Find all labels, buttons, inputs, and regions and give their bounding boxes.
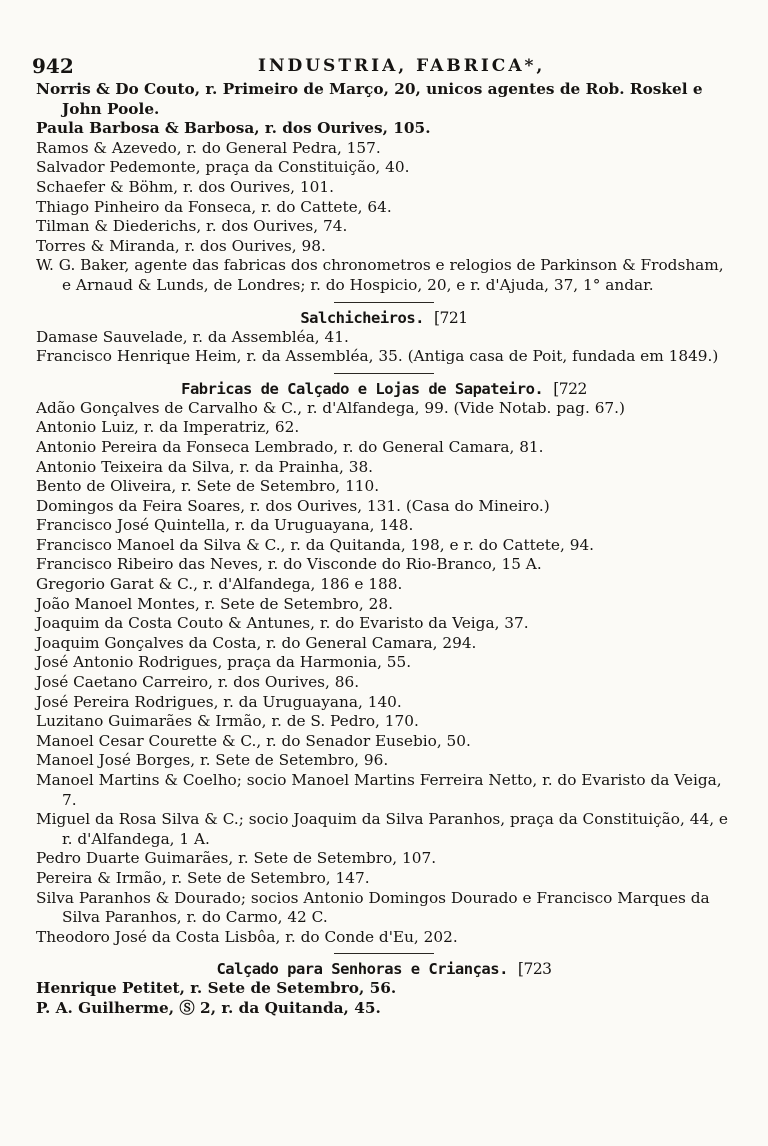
directory-entry: Damase Sauvelade, r. da Assembléa, 41. (36, 327, 349, 346)
directory-entry: Pedro Duarte Guimarães, r. Sete de Setembro, 107. (36, 849, 437, 868)
section-heading (36, 959, 732, 979)
section-rule (334, 953, 434, 954)
directory-entry: Paula Barbosa & Barbosa, r. dos Ourives, 105. (36, 119, 431, 138)
directory-entry: Manoel Cesar Courette & C., r. do Senador Eusebio, 50. (36, 731, 471, 750)
directory-body (36, 80, 732, 1019)
section-rule (334, 373, 434, 374)
section-title: Calçado para Senhoras e Crianças. (216, 960, 508, 979)
directory-entry: José Pereira Rodrigues, r. da Uruguayana, 140. (36, 692, 402, 711)
section-heading (36, 308, 732, 328)
directory-entry: Tilman & Diederichs, r. dos Ourives, 74. (36, 217, 348, 236)
directory-entry: Bento de Oliveira, r. Sete de Setembro, 110. (36, 477, 380, 496)
section-number: [721 (434, 308, 468, 327)
directory-entry: Henrique Petitet, r. Sete de Setembro, 56. (36, 979, 397, 998)
directory-entry: Ramos & Azevedo, r. do General Pedra, 157. (36, 138, 381, 157)
page-header (32, 54, 732, 80)
page-number: 942 (32, 54, 74, 78)
directory-entry: Manoel Martins & Coelho; socio Manoel Martins Ferreira Netto, r. do Evaristo da Veiga, 7. (36, 771, 722, 809)
directory-entry: Theodoro José da Costa Lisbôa, r. do Conde d'Eu, 202. (36, 927, 458, 946)
section-rule (334, 302, 434, 303)
directory-entry: Francisco Manoel da Silva & C., r. da Quitanda, 198, e r. do Cattete, 94. (36, 535, 595, 554)
directory-entry: Adão Gonçalves de Carvalho & C., r. d'Alfandega, 99. (Vide Notab. pag. 67.) (36, 398, 625, 417)
directory-entry: José Caetano Carreiro, r. dos Ourives, 86. (36, 673, 360, 692)
directory-entry: Pereira & Irmão, r. Sete de Setembro, 147. (36, 868, 370, 887)
directory-entry: Silva Paranhos & Dourado; socios Antonio Domingos Dourado e Francisco Marques da Silva Paranhos, r. do Carmo, 42 C. (36, 888, 710, 927)
section-title: Salchicheiros. (300, 308, 424, 327)
directory-entry: Gregorio Garat & C., r. d'Alfandega, 186 e 188. (36, 575, 403, 594)
directory-entry: Schaefer & Böhm, r. dos Ourives, 101. (36, 177, 334, 196)
directory-entry: Francisco Henrique Heim, r. da Assembléa, 35. (Antiga casa de Poit, fundada em 1849.) (36, 347, 719, 366)
directory-entry: José Antonio Rodrigues, praça da Harmonia, 55. (36, 653, 412, 672)
section-number: [723 (517, 960, 552, 979)
directory-entry: Antonio Pereira da Fonseca Lembrado, r. do General Camara, 81. (36, 437, 544, 456)
directory-entry: Joaquim Gonçalves da Costa, r. do General Camara, 294. (36, 633, 477, 652)
directory-entry: P. A. Guilherme, Ⓢ 2, r. da Quitanda, 45. (36, 998, 381, 1017)
directory-entry: Joaquim da Costa Couto & Antunes, r. do Evaristo da Veiga, 37. (36, 614, 529, 633)
directory-entry: W. G. Baker, agente das fabricas dos chronometros e relogios de Parkinson & Frodsham, e Arnaud & Lunds, de Londres; r. do Hospicio, 20, e r. d'Ajuda, 37, 1° andar. (36, 256, 724, 294)
directory-entry: Manoel José Borges, r. Sete de Setembro, 96. (36, 751, 389, 770)
directory-entry: Salvador Pedemonte, praça da Constituição, 40. (36, 158, 410, 177)
running-title: INDUSTRIA, FABRICA*, (258, 56, 546, 76)
section-number: [722 (553, 379, 587, 398)
section-title: Fabricas de Calçado e Lojas de Sapateiro. (181, 379, 544, 398)
directory-entry: Miguel da Rosa Silva & C.; socio Joaquim da Silva Paranhos, praça da Constituição, 44, e r. d'Alfandega, 1 A. (36, 810, 728, 848)
directory-entry: Norris & Do Couto, r. Primeiro de Março, 20, unicos agentes de Rob. Roskel e John Poole. (36, 80, 703, 118)
directory-entry: Francisco Ribeiro das Neves, r. do Visconde do Rio-Branco, 15 A. (36, 555, 542, 574)
directory-entry: Francisco José Quintella, r. da Uruguayana, 148. (36, 516, 414, 535)
directory-entry: Thiago Pinheiro da Fonseca, r. do Cattete, 64. (36, 197, 392, 216)
directory-entry: Torres & Miranda, r. dos Ourives, 98. (36, 236, 326, 255)
section-heading (36, 379, 732, 399)
directory-entry: Antonio Teixeira da Silva, r. da Prainha, 38. (36, 457, 374, 476)
directory-entry: João Manoel Montes, r. Sete de Setembro, 28. (36, 594, 393, 613)
directory-entry: Domingos da Feira Soares, r. dos Ourives, 131. (Casa do Mineiro.) (36, 496, 550, 515)
directory-entry: Antonio Luiz, r. da Imperatriz, 62. (36, 418, 300, 437)
directory-entry: Luzitano Guimarães & Irmão, r. de S. Pedro, 170. (36, 712, 419, 731)
